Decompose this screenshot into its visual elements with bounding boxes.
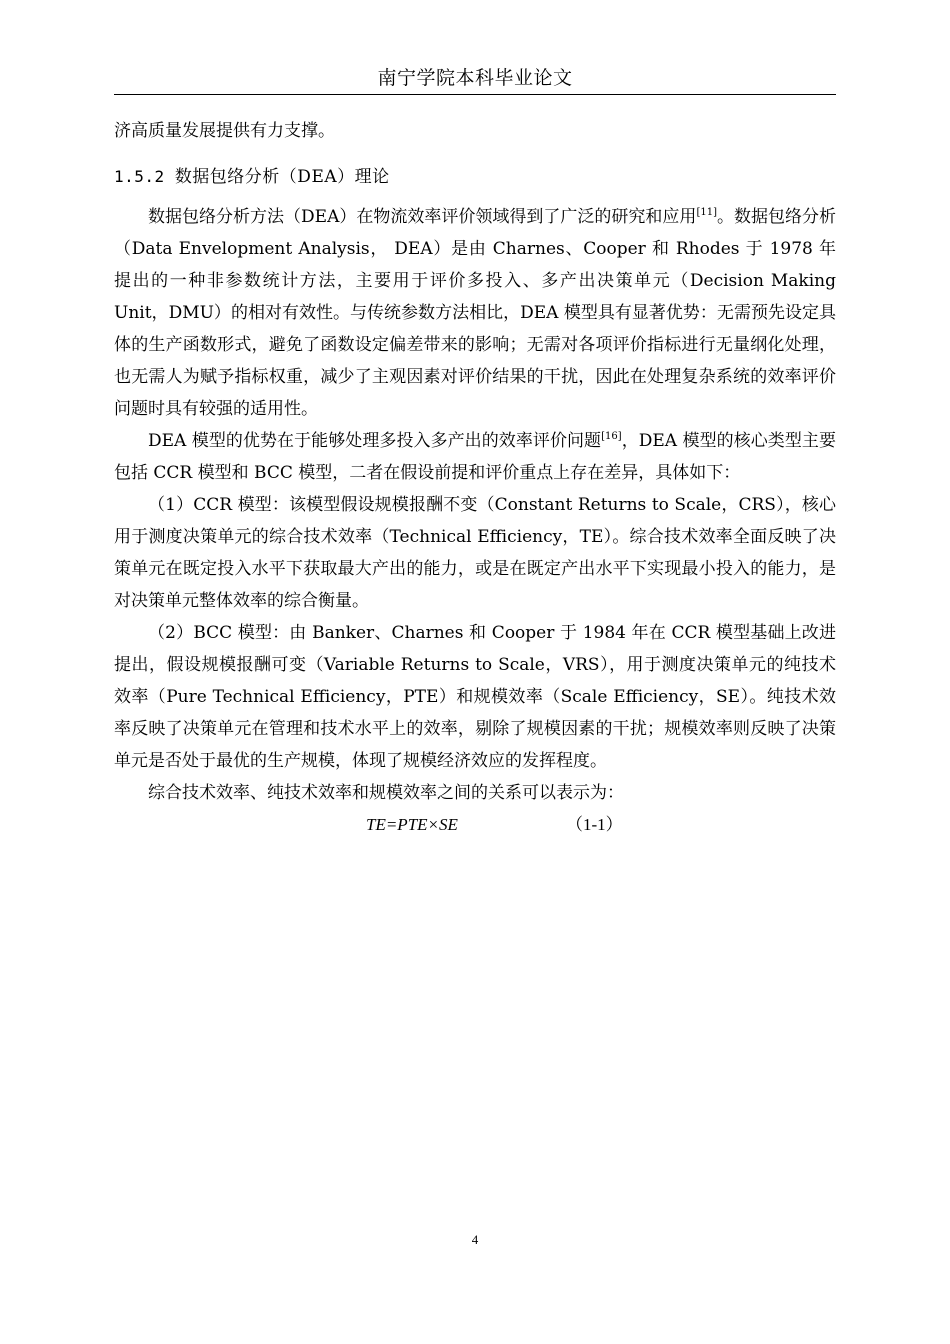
- section-title: 数据包络分析（DEA）理论: [174, 167, 390, 187]
- paragraph-relation: 综合技术效率、纯技术效率和规模效率之间的关系可以表示为：: [148, 783, 624, 803]
- citation: [11]: [696, 207, 717, 218]
- paragraph-text: DEA 模型的优势在于能够处理多投入多产出的效率评价问题: [148, 431, 602, 451]
- paragraph-bcc-model: （2）BCC 模型：由 Banker、Charnes 和 Cooper 于 1984 年在 CCR 模型基础上改进提出，假设规模报酬可变（Variable Returns to Scale，VRS），用于测度决策单元的纯技术效率（Pure Technical Efficiency，PTE）和规模效率（Scale Efficiency，SE）。纯技术效率反映了决策单元在管理和技术水平上的效率，剔除了规模因素的干扰；规模效率则反映了决策单元是否处于最优的生产规模，体现了规模经济效应的发挥程度。: [114, 623, 836, 771]
- paragraph-text: 数据包络分析方法（DEA）在物流效率评价领域得到了广泛的研究和应用: [148, 207, 697, 227]
- paragraph-text: 。数据包络分析（Data Envelopment Analysis， DEA）是由 Charnes、Cooper 和 Rhodes 于 1978 年提出的一种非参数统计方法，主要用于评价多投入、多产出决策单元（Decision Making Unit，DMU）的相对有效性。与传统参数方法相比，DEA 模型具有显著优势：无需预先设定具体的生产函数形式，避免了函数设定偏差带来的影响；无需对各项评价指标进行无量纲化处理，也无需人为赋予指标权重，减少了主观因素对评价结果的干扰，因此在处理复杂系统的效率评价问题时具有较强的适用性。: [114, 207, 836, 419]
- paragraph-dea-advantages: [114, 425, 836, 489]
- citation: [16]: [601, 431, 622, 442]
- equation-1-1: [114, 809, 836, 841]
- paragraph-text: ，DEA 模型的核心类型主要包括 CCR 模型和 BCC 模型，二者在假设前提和评价重点上存在差异，具体如下：: [114, 431, 836, 483]
- equation-number: （1-1）: [566, 815, 623, 834]
- section-number: 1.5.2: [114, 167, 165, 186]
- paragraph-dea-intro: [114, 201, 836, 425]
- section-heading: [114, 161, 836, 193]
- page-number: 4: [471, 1232, 479, 1247]
- equation-expression: TE=PTE×SE: [366, 815, 458, 834]
- header-title: 南宁学院本科毕业论文: [377, 67, 573, 89]
- page-header: [114, 62, 836, 95]
- paragraph-ccr-model: （1）CCR 模型：该模型假设规模报酬不变（Constant Returns to Scale，CRS），核心用于测度决策单元的综合技术效率（Technical Efficiency，TE）。综合技术效率全面反映了决策单元在既定投入水平下获取最大产出的能力，或是在既定产出水平下实现最小投入的能力，是对决策单元整体效率的综合衡量。: [114, 495, 836, 611]
- page-body: [114, 115, 836, 841]
- continued-paragraph: 济高质量发展提供有力支撑。: [114, 121, 335, 141]
